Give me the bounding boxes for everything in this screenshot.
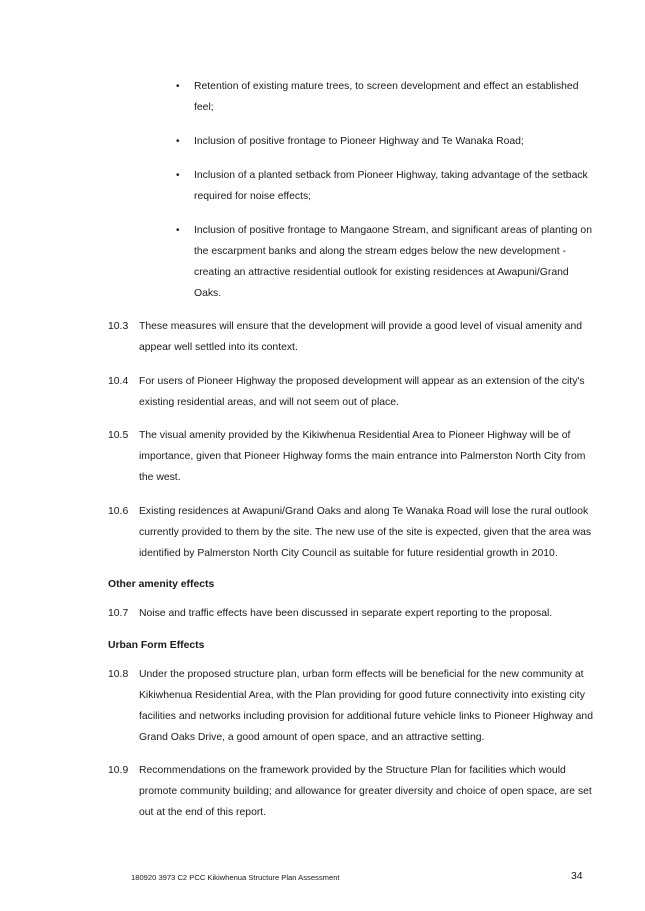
paragraph-text: Existing residences at Awapuni/Grand Oaks and along Te Wanaka Road will lose the rural outlook currently provided to them by the site. The new use of the site is expected, given that the area was identified by Palmerston North City Council as suitable for future residential growth in 2010. [139,506,592,559]
paragraph-10-7 [108,603,594,624]
bullet-text: Inclusion of a planted setback from Pioneer Highway, taking advantage of the setback required for noise effects; [194,170,588,202]
section-heading-urban-form: Urban Form Effects [108,640,205,651]
bullet-list [176,76,594,317]
bullet-icon: • [176,136,180,147]
paragraph-10-3 [108,316,594,358]
paragraph-text: These measures will ensure that the development will provide a good level of visual amenity and appear well settled into its context. [139,321,582,353]
paragraph-number: 10.3 [108,321,129,332]
paragraph-text: For users of Pioneer Highway the proposed development will appear as an extension of the city's existing residential areas, and will not seem out of place. [139,376,585,408]
paragraph-text: Recommendations on the framework provided by the Structure Plan for facilities which would promote community building; and allowance for greater diversity and choice of open space, are set out at the end of this report. [139,765,592,818]
paragraph-number: 10.5 [108,430,129,441]
bullet-icon: • [176,170,180,181]
paragraph-10-4 [108,371,594,413]
bullet-item [176,220,594,304]
section-heading-other-amenity: Other amenity effects [108,579,215,590]
paragraph-number: 10.9 [108,765,129,776]
bullet-item [176,165,594,207]
bullet-icon: • [176,81,180,92]
paragraph-number: 10.8 [108,669,129,680]
paragraph-10-6 [108,501,594,564]
bullet-text: Inclusion of positive frontage to Mangaone Stream, and significant areas of planting on the escarpment banks and along the stream edges below the new development - creating an attractive residential outlook for existing residences at Awapuni/Grand Oaks. [194,225,592,299]
bullet-icon: • [176,225,180,236]
bullet-item [176,131,594,152]
paragraph-number: 10.6 [108,506,129,517]
footer-page-number: 34 [571,871,583,882]
footer-document-ref: 180920 3973 C2 PCC Kikiwhenua Structure Plan Assessment [131,873,340,882]
paragraph-10-9 [108,760,594,823]
paragraph-text: Noise and traffic effects have been discussed in separate expert reporting to the proposal. [139,608,553,619]
paragraph-text: The visual amenity provided by the Kikiwhenua Residential Area to Pioneer Highway will be of importance, given that Pioneer Highway forms the main entrance into Palmerston North City from the west. [139,430,586,483]
paragraph-10-5 [108,425,594,488]
paragraph-number: 10.7 [108,608,129,619]
bullet-item [176,76,594,118]
bullet-text: Inclusion of positive frontage to Pioneer Highway and Te Wanaka Road; [194,136,524,147]
paragraph-number: 10.4 [108,376,129,387]
paragraph-text: Under the proposed structure plan, urban form effects will be beneficial for the new community at Kikiwhenua Residential Area, with the Plan providing for good future connectivity into existing city facilities and networks including provision for additional future vehicle links to Pioneer Highway and Grand Oaks Drive, a good amount of open space, and an attractive setting. [139,669,593,743]
paragraph-10-8 [108,664,594,748]
bullet-text: Retention of existing mature trees, to screen development and effect an established feel; [194,81,579,113]
